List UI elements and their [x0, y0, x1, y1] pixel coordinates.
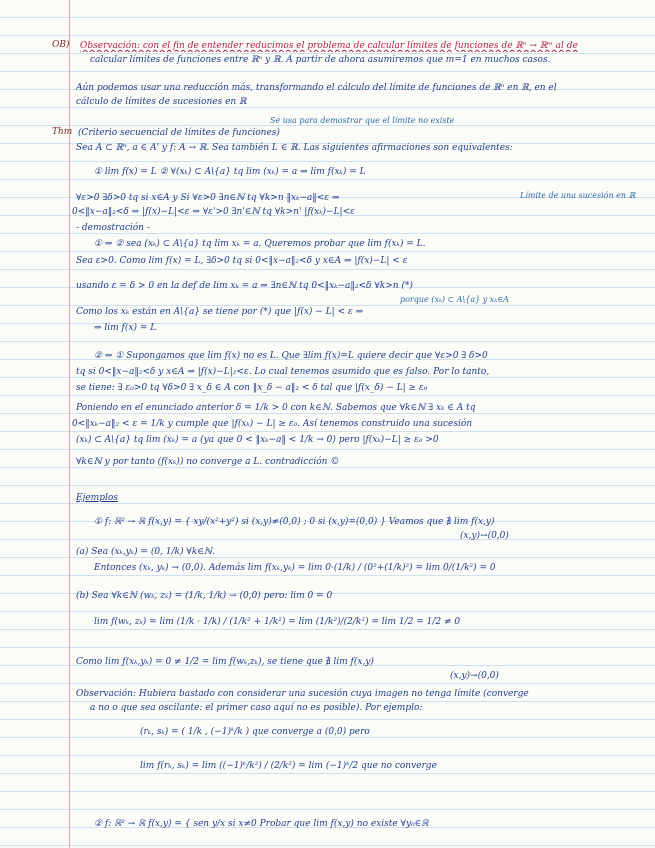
- note-line: ∀ε>0 ∃δ>0 tq si x∈A y Si ∀ε>0 ∃n∈ℕ tq ∀k>n ‖xₖ−a‖<ε ⇒: [76, 193, 340, 203]
- note-line: Sea ε>0. Como lim f(x) = L, ∃δ>0 tq si 0<‖x−a‖₂<δ y x∈A ⇒ |f(x)−L| < ε: [76, 256, 408, 266]
- note-line: usando ε = δ > 0 en la def de lim xₖ = a ⇒ ∃n∈ℕ tq 0<‖xₖ−a‖₂<δ ∀k>n (*): [76, 281, 413, 291]
- note-line: ② ⇒ ① Supongamos que lim f(x) no es L. Que ∃lim f(x)=L quiere decir que ∀ε>0 ∃ δ>0: [94, 351, 488, 361]
- note-line: (rₖ, sₖ) = ( 1/k , (−1)ᵏ/k ) que converge a (0,0) pero: [140, 727, 370, 737]
- note-line: Sea A ⊂ ℝⁿ, a ∈ A' y f: A → ℝ. Sea también L ∈ ℝ. Las siguientes afirmaciones son equivalentes:: [76, 143, 513, 153]
- note-line: ① ⇒ ② sea (xₖ) ⊂ A\{a} tq lim xₖ = a. Queremos probar que lim f(xₖ) = L.: [94, 239, 426, 249]
- thm-tag: Thm: [52, 127, 73, 137]
- note-line: Observación: Hubiera bastado con considerar una sucesión cuya imagen no tenga límite (converge: [76, 689, 529, 699]
- margin-note: Límite de una sucesión en ℝ: [520, 191, 636, 200]
- note-line: tq si 0<‖x−a‖₂<δ y x∈A ⇒ |f(x)−L|₂<ε. Lo cual tenemos asumido que es falso. Por lo tanto,: [76, 367, 490, 377]
- note-line: Observación: con el fin de entender reducimos el problema de calcular límites de funciones de ℝⁿ → ℝᵐ al de: [80, 41, 578, 51]
- note-line: Aún podemos usar una reducción más, transformando el cálculo del límite de funciones de ℝⁿ en ℝ, en el: [76, 83, 557, 93]
- note-line: 0<‖x−a‖₂<δ ⇒ |f(x)−L|<ε ⇒ ∀ε'>0 ∃n'∈ℕ tq ∀k>n' |f(xₖ)−L|<ε: [72, 207, 355, 217]
- note-line: - demostración -: [76, 223, 150, 233]
- margin-note: Se usa para demostrar que el límite no existe: [270, 116, 455, 125]
- note-line: cálculo de límites de sucesiones en ℝ: [76, 97, 247, 107]
- section-heading: Ejemplos: [76, 493, 118, 503]
- note-line: ② f: ℝ² → ℝ f(x,y) = { sen y/x si x≠0 Probar que lim f(x,y) no existe ∀y₀∈ℝ: [94, 819, 429, 829]
- note-line: a no o que sea oscilante: el primer caso aquí no es posible). Por ejemplo:: [90, 703, 423, 713]
- note-line: Como los xₖ están en A\{a} se tiene por (*) que |f(x) − L| < ε ⇒: [76, 307, 364, 317]
- note-line: ∀k∈ℕ y por tanto (f(xₖ)) no converge a L. contradicción ©: [76, 457, 340, 467]
- theorem-title: (Criterio secuencial de límites de funciones): [78, 128, 280, 138]
- note-line: (b) Sea ∀k∈ℕ (wₖ, zₖ) = (1/k, 1/k) → (0,0) pero: lim 0 = 0: [76, 591, 333, 601]
- note-line: Entonces (xₖ, yₖ) → (0,0). Además lim f(xₖ,yₖ) = lim 0·(1/k) / (0²+(1/k)²) = lim 0/(1/k²) = 0: [94, 563, 496, 573]
- note-line: ① lim f(x) = L ② ∀(xₖ) ⊂ A\{a} tq lim (xₖ) = a ⇒ lim f(xₖ) = L: [94, 167, 366, 177]
- note-line: lim f(wₖ, zₖ) = lim (1/k · 1/k) / (1/k² + 1/k²) = lim (1/k²)/(2/k²) = lim 1/2 = 1/2 ≠ 0: [94, 617, 461, 627]
- note-line: calcular límites de funciones entre ℝⁿ y ℝ. A partir de ahora asumiremos que m=1 en muchos casos.: [90, 55, 551, 65]
- note-line: Poniendo en el enunciado anterior δ = 1/k > 0 con k∈ℕ. Sabemos que ∀k∈ℕ ∃ xₖ ∈ A tq: [76, 403, 476, 413]
- note-line: ① f: ℝ² → ℝ f(x,y) = { xy/(x²+y²) si (x,y)≠(0,0) ; 0 si (x,y)=(0,0) } Veamos que ∄ lim f(x,y): [94, 517, 495, 527]
- note-line: Como lim f(xₖ,yₖ) = 0 ≠ 1/2 = lim f(wₖ,zₖ), se tiene que ∄ lim f(x,y): [76, 657, 374, 667]
- note-line: (x,y)→(0,0): [460, 531, 509, 541]
- note-line: (a) Sea (xₖ,yₖ) = (0, 1/k) ∀k∈ℕ.: [76, 547, 216, 557]
- note-line: ⇒ lim f(x) = L: [94, 323, 157, 333]
- note-line: 0<‖xₖ−a‖₂ < ε = 1/k y cumple que |f(xₖ) − L| ≥ ε₀. Así tenemos construido una sucesión: [72, 419, 473, 429]
- note-line: (xₖ) ⊂ A\{a} tq lim (xₖ) = a (ya que 0 < ‖xₖ−a‖ < 1/k → 0) pero |f(xₖ)−L| ≥ ε₀ >0: [76, 435, 439, 445]
- obs-tag: OB): [52, 40, 70, 50]
- note-line: (x,y)→(0,0): [450, 671, 499, 681]
- note-line: lim f(rₖ, sₖ) = lim ((−1)ᵏ/k²) / (2/k²) = lim (−1)ᵏ/2 que no converge: [140, 761, 437, 771]
- margin-note: porque (xₖ) ⊂ A\{a} y xₖ∈A: [400, 295, 509, 304]
- note-line: se tiene: ∃ ε₀>0 tq ∀δ>0 ∃ x_δ ∈ A con ‖x_δ − a‖₂ < δ tal que |f(x_δ) − L| ≥ ε₀: [76, 383, 428, 393]
